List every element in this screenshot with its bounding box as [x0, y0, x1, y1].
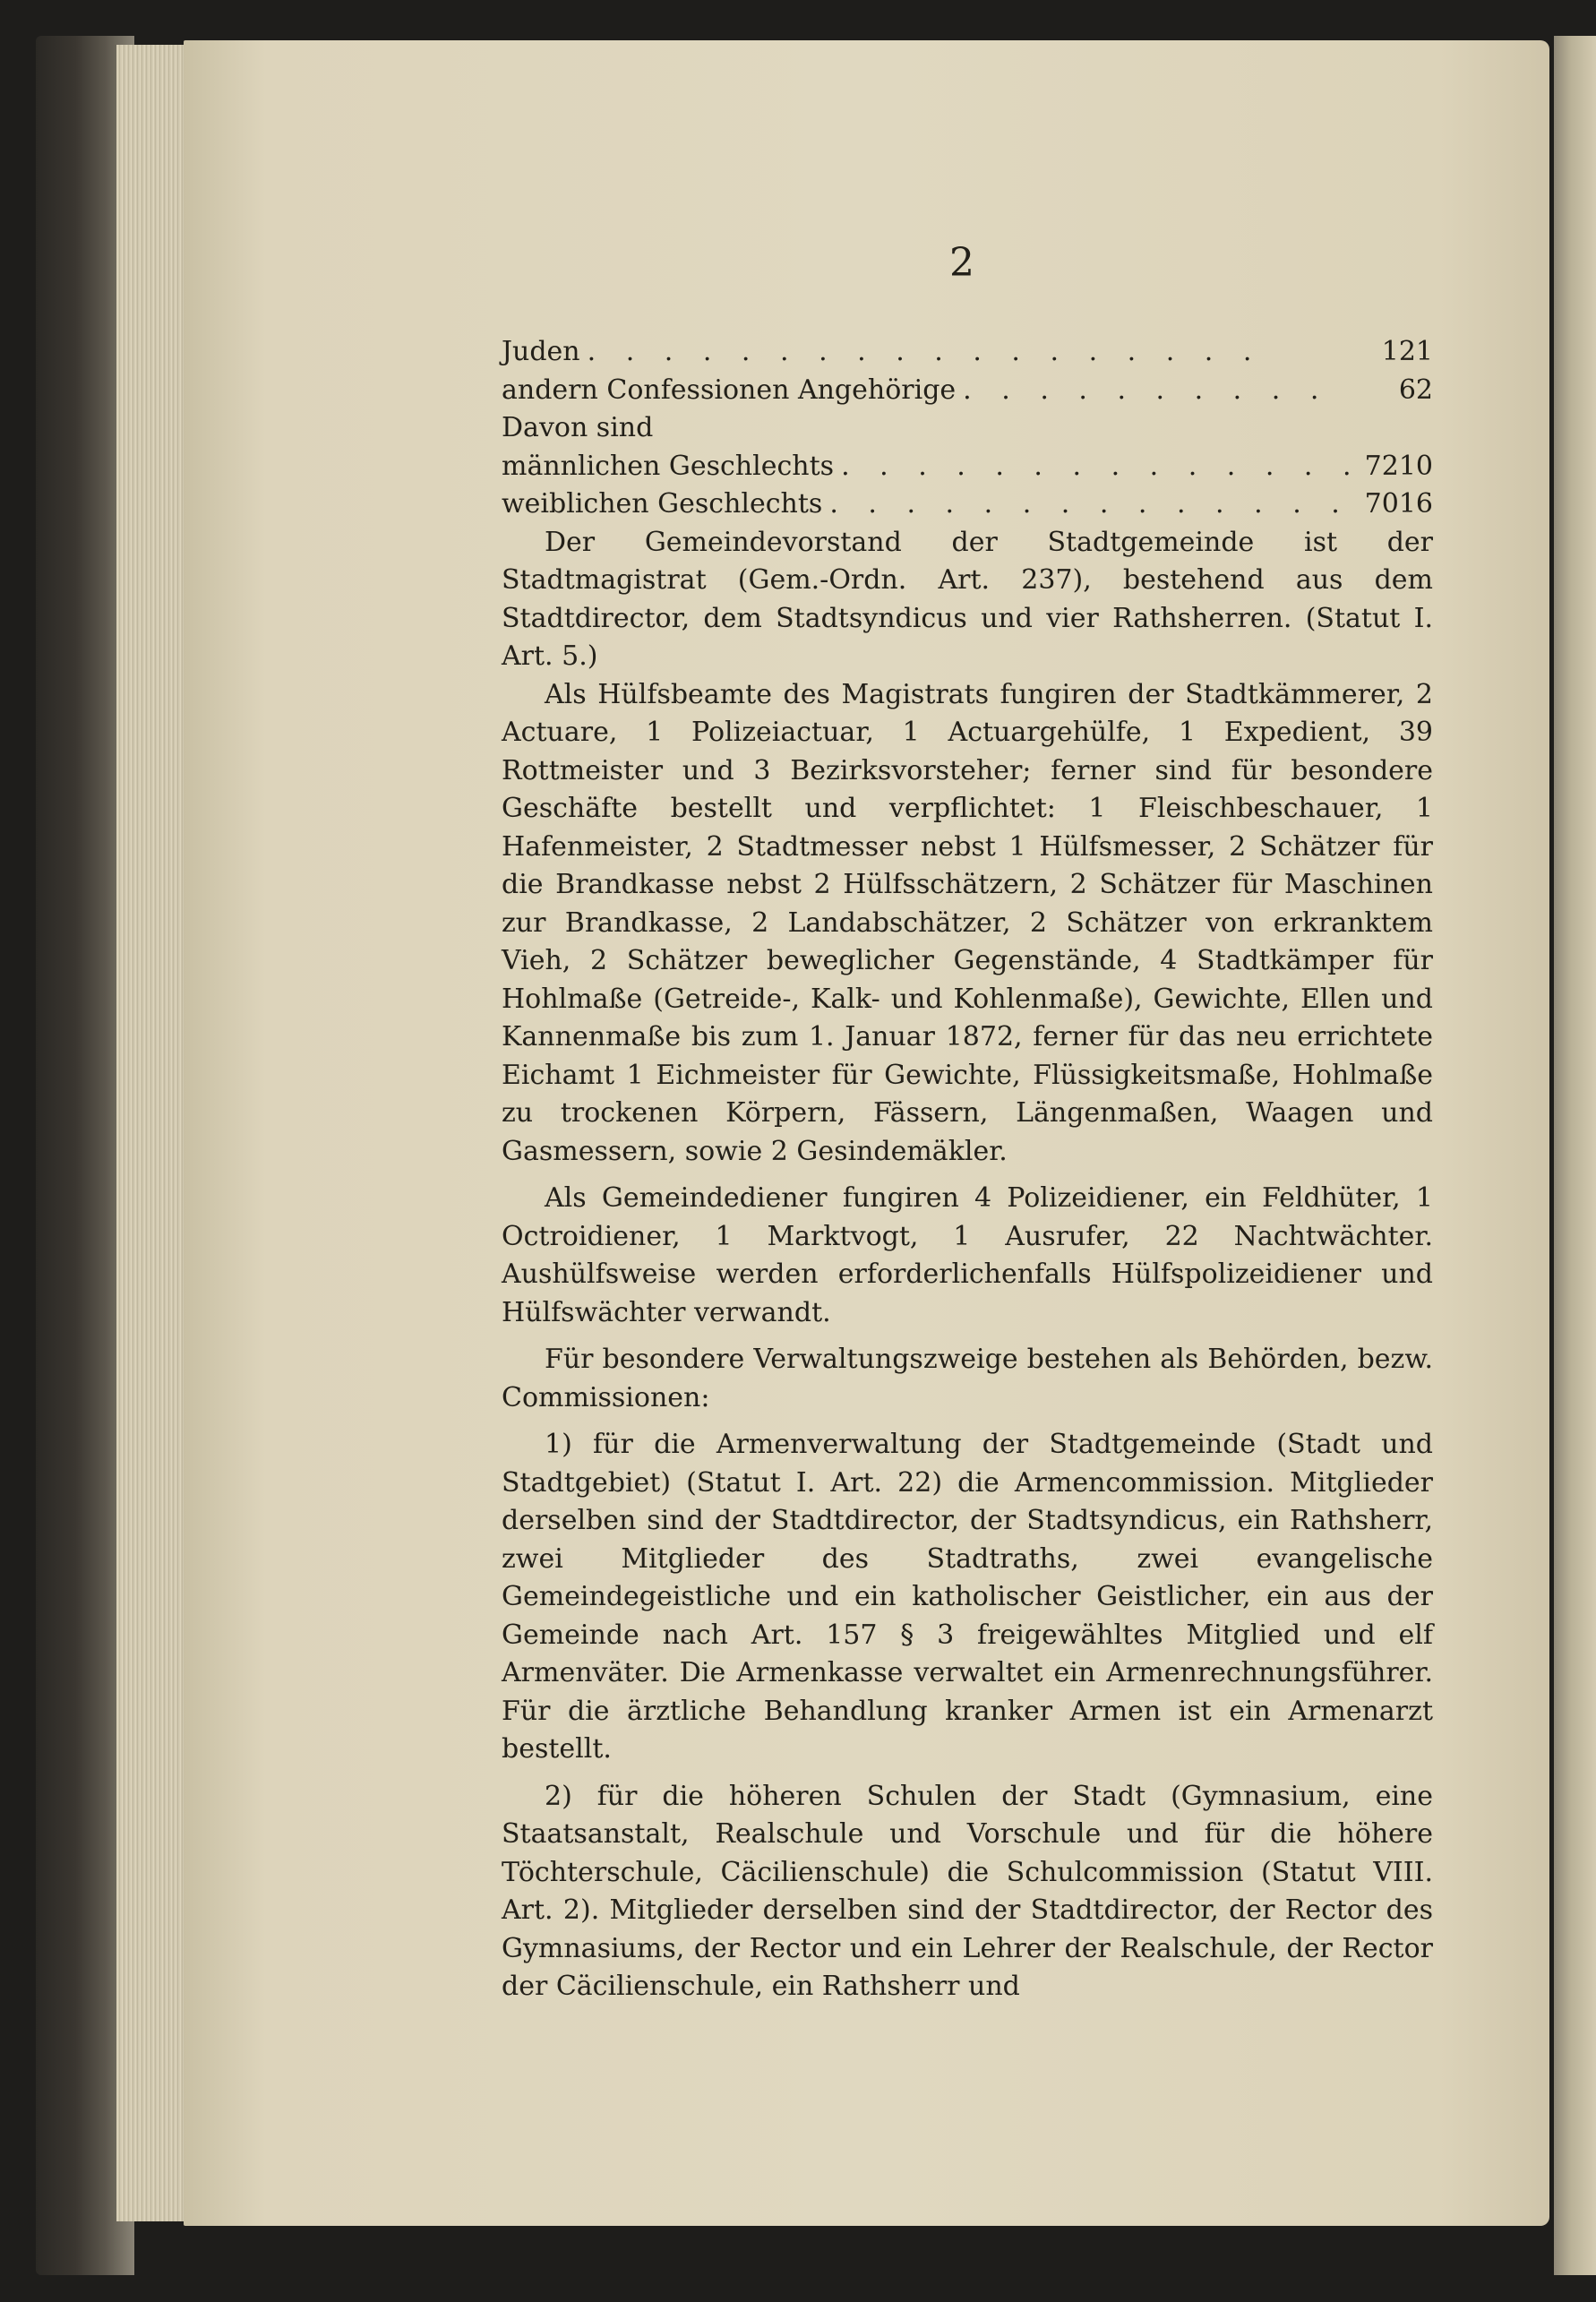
stat-value: 121 [1381, 336, 1433, 367]
paragraph-armencommission: 1) für die Armenverwaltung der Stadtgemeinde (Stadt und Stadtgebiet) (Statut I. Art. 22) die Armencommission. Mitglieder derselben sind der Stadtdirector, der Stadtsyndicus, ein Rathsherr, zwei Mitglieder des Stadtraths, zwei evangelische Gemeindegeistliche und ein katholischer Geistlicher, ein aus der Gemeinde nach Art. 157 § 3 freigewähltes Mitglied und elf Armenväter. Die Armenkasse verwaltet ein Armenrechnungsführer. Für die ärztliche Behandlung kranker Armen ist ein Armenarzt bestellt. [502, 1429, 1433, 1765]
paragraph-huelfsbeamte: Als Hülfsbeamte des Magistrats fungiren der Stadtkämmerer, 2 Actuare, 1 Polizeiactuar, 1 Actuargehülfe, 1 Expedient, 39 Rottmeister und 3 Bezirksvorsteher; ferner sind für besondere Geschäfte bestellt und verpflichtet: 1 Fleischbeschauer, 1 Hafenmeister, 2 Stadtmesser nebst 1 Hülfsmesser, 2 Schätzer für die Brandkasse nebst 2 Hülfsschätzern, 2 Schätzer für Maschinen zur Brandkasse, 2 Landabschätzer, 2 Schätzer von erkranktem Vieh, 2 Schätzer beweglicher Gegenstände, 4 Stadtkämper für Hohlmaße (Getreide-, Kalk- und Kohlenmaße), Gewichte, Ellen und Kannenmaße bis zum 1. Januar 1872, ferner für das neu errichtete Eichamt 1 Eichmeister für Gewichte, Flüssigkeitsmaße, Hohlmaße zu trockenen Körpern, Fässern, Längenmaßen, Waagen und Gasmessern, sowie 2 Gesindemäkler. [502, 678, 1433, 1167]
page-number: 2 [949, 240, 974, 286]
facing-page-edge [1554, 36, 1596, 2275]
stat-label: Juden [502, 336, 580, 367]
stat-value: 7210 [1364, 450, 1433, 482]
stat-label: Davon sind [502, 412, 654, 443]
stat-row: weiblichen Geschlechts . . . . . . . . . . . . . . 7016 [502, 485, 1433, 524]
stat-label: andern Confessionen Angehörige [502, 374, 957, 406]
stat-row [502, 409, 1433, 448]
stat-label: weiblichen Geschlechts [502, 488, 823, 520]
stat-row: männlichen Geschlechts . . . . . . . . . . . . . . 7210 [502, 448, 1433, 486]
paragraph-behoerden: Für besondere Verwaltungszweige bestehen als Behörden, bezw. Commissionen: [502, 1344, 1433, 1413]
stat-value: 62 [1398, 374, 1433, 406]
stat-row: andern Confessionen Angehörige . . . . . . . . . . 62 [502, 372, 1433, 410]
stat-value: 7016 [1364, 488, 1433, 520]
paragraph-gemeindediener: Als Gemeindediener fungiren 4 Polizeidiener, ein Feldhüter, 1 Octroidiener, 1 Marktvogt, 1 Ausrufer, 22 Nachtwächter. Aushülfsweise werden erforderlichenfalls Hülfspolizeidiener und Hülfswächter verwandt. [502, 1182, 1433, 1328]
paragraph-schulcommission: 2) für die höheren Schulen der Stadt (Gymnasium, eine Staatsanstalt, Realschule und Vorschule und für die höhere Töchterschule, Cäcilienschule) die Schulcommission (Statut VIII. Art. 2). Mitglieder derselben sind der Stadtdirector, der Rector des Gymnasiums, der Rector und ein Lehrer der Realschule, der Rector der Cäcilienschule, ein Rathsherr und [502, 1780, 1433, 2002]
paragraph-gemeindevorstand: Der Gemeindevorstand der Stadtgemeinde ist der Stadtmagistrat (Gem.-Ordn. Art. 237), bestehend aus dem Stadtdirector, dem Stadtsyndicus und vier Rathsherren. (Statut I. Art. 5.) [502, 526, 1433, 672]
page-content [502, 333, 1433, 2006]
stat-label: männlichen Geschlechts [502, 450, 835, 482]
stat-row: Juden . . . . . . . . . . . . . . . . . . 121 [502, 333, 1433, 372]
